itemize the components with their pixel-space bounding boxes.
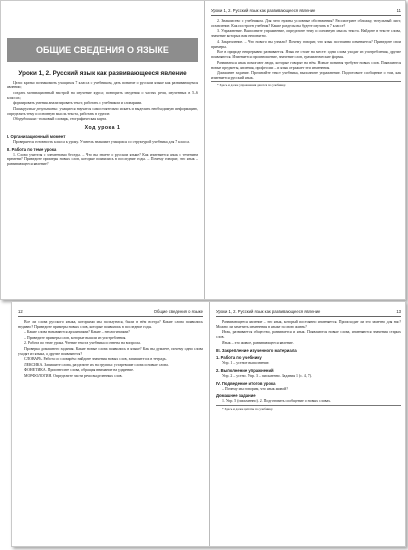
footnote: * Здесь и далее цитаты по учебнику. [216, 405, 401, 411]
lesson-title: Уроки 1, 2. Русский язык как развивающееся явление [18, 70, 187, 77]
section-head: 1. Работа по учебнику [216, 354, 262, 360]
intro-line: создать мотивационный настрой на изучение курса; повторить сведения о частях речи, изученных в 5–6 классах; [7, 90, 198, 100]
section-text: Упр. 2 – устно. Упр. 3 – письменно. Задания 1 (с. 4, 7). [222, 373, 312, 378]
running-header [211, 7, 401, 16]
section-head: II. Работа по теме урока [7, 146, 57, 152]
header-right: Общие сведения о языке [153, 309, 203, 314]
paragraph: Домашнее задание. Прочитайте текст учебника, выполните упражнение. Подготовьте сообщение о том, как изменяется русский язык. [211, 71, 401, 80]
section-head: Домашнее задание [216, 393, 256, 399]
bottom-spread [11, 301, 406, 547]
paragraph: СЛОВАРЬ. Работа со словарём: найдите значения новых слов, запишите их в тетрадь. [24, 357, 167, 362]
paragraph: Проверка домашнего задания. Какие новые слова появились в языке? Как вы думаете, почему одни слова уходят из языка, а другие появляются? [18, 346, 203, 356]
top-right-page [205, 1, 407, 299]
running-header [216, 308, 401, 317]
paragraph: – Какие слова называются архаизмами? Какие – неологизмами? [24, 330, 130, 335]
paragraph: Итак, развивается общество, развивается и язык. Появляются новые слова, изменяются значения старых слов. [216, 330, 401, 340]
running-header [18, 308, 203, 317]
page-number: 12 [18, 309, 23, 314]
section-text: Упр. 1 – устное выполнение. [222, 360, 270, 365]
paragraph: МОРФОЛОГИЯ. Определите части речи выделенных слов. [24, 373, 123, 378]
section-banner: ОБЩИЕ СВЕДЕНИЯ О ЯЗЫКЕ [7, 38, 198, 62]
paragraph: – Приведите примеры слов, которые вышли из употребления. [24, 335, 127, 340]
paragraph: Развиваться язык помогают люди, которые говорят на нём. Новые понятия требуют новых слов. Появляются новые предметы, явления, профессии – и язык отражает эти изменения. [211, 60, 401, 70]
section-head: I. Организационный момент [7, 133, 66, 139]
paragraph: Язык – это живое, развивающееся явление. [222, 340, 294, 345]
header-left: Уроки 1, 2. Русский язык как развивающееся явление [211, 8, 316, 13]
equipment [7, 117, 198, 122]
section-head: 2. Выполнение упражнений [216, 367, 274, 373]
paragraph: Все в природе непрерывно развивается. Язык не стоит на месте: одни слова уходят из употребления, другие появляются. Изменяется произношение, значение слов, грамматические формы. [211, 50, 401, 60]
paragraph: 3. Упражнение. Выполните упражнение, определите тему и основную мысль текста. Найдите в тексте слова, значение которых вам непонятно. [211, 29, 401, 39]
section-head: III. Закрепление изученного материала [216, 347, 297, 353]
top-left-body [7, 1, 198, 293]
section-head: IV. Подведение итогов урока [216, 380, 276, 386]
paragraph: ФОНЕТИКА. Произнесите слова, обращая внимание на ударение. [24, 368, 134, 373]
section-text: 1. Упр. 5 (письменно). 2. Подготовить сообщение о новых словах. [222, 399, 332, 404]
planned-results [7, 107, 198, 117]
section-text: 1. Слово учителя с элементами беседы. – Что вы знаете о русском языке? Как изменяется язык с течением времени? Приведите примеры новых слов, которые появились в последние годы. – Почему говорят, что язык – развивающееся явление? [7, 152, 198, 167]
planned-results-text: учащиеся научатся самостоятельно искать и выделять необходимую информацию, определять тему и основную мысль текста, работать в группе. [7, 106, 198, 116]
paragraph: 2. Знакомство с учебником. Для чего нужны условные обозначения? Рассмотрите обложку, титульный лист, оглавление. Как построен учебник? Какие разделы вы будете изучать в 7 классе? [211, 19, 401, 28]
page-number: 11 [396, 8, 401, 13]
bottom-left-page [12, 302, 209, 546]
top-left-page [1, 1, 204, 299]
course-heading: Ход урока 1 [84, 125, 121, 132]
paragraph: ЛЕКСИКА. Запишите слова, разделите их на группы: устаревшие слова и новые слова. [24, 362, 169, 367]
paragraph: 4. Закрепление. – Что нового вы узнали? Почему говорят, что язык постоянно изменяется? Приведите свои примеры. [211, 39, 401, 49]
paragraph: 2. Работа по теме урока. Чтение текста учебника и ответы на вопросы. [24, 341, 141, 346]
section-text: – Почему мы говорим, что язык живой? [222, 386, 288, 391]
planned-results-label: Планируемые результаты: [13, 106, 59, 111]
paragraph: Развивающееся явление – это язык, который постоянно изменяется. Происходит ли это заметно для нас? Можно ли заметить изменения в языке за свою жизнь? [216, 320, 401, 329]
intro-line: Цели: кратко познакомить учащихся 7 класса с учебником, дать понятие о русском языке как развивающемся явлении; [7, 80, 198, 90]
header-left: Уроки 1, 2. Русский язык как развивающееся явление [216, 309, 321, 314]
page-number: 13 [396, 309, 401, 314]
equipment-text: толковый словарь, географическая карта. [38, 117, 107, 122]
paragraph: Все ли слова русского языка, которыми мы пользуемся, были в нём всегда? Какие слова появились недавно? Приведите примеры новых слов, которые появились в последние годы. [18, 320, 203, 329]
top-right-body [211, 19, 401, 293]
equipment-label: Оборудование: [13, 117, 38, 122]
bottom-left-body [18, 320, 203, 540]
intro-line: формировать умения анализировать текст, работать с учебником и словарями. [13, 101, 143, 106]
footnote: * Здесь и далее упражнения даются по учебнику. [211, 81, 401, 87]
bottom-right-body [216, 320, 401, 540]
bottom-right-page [210, 302, 407, 546]
section-text: Проверяется готовность класса к уроку. Учитель знакомит учащихся со структурой учебника для 7 класса. [13, 139, 190, 144]
